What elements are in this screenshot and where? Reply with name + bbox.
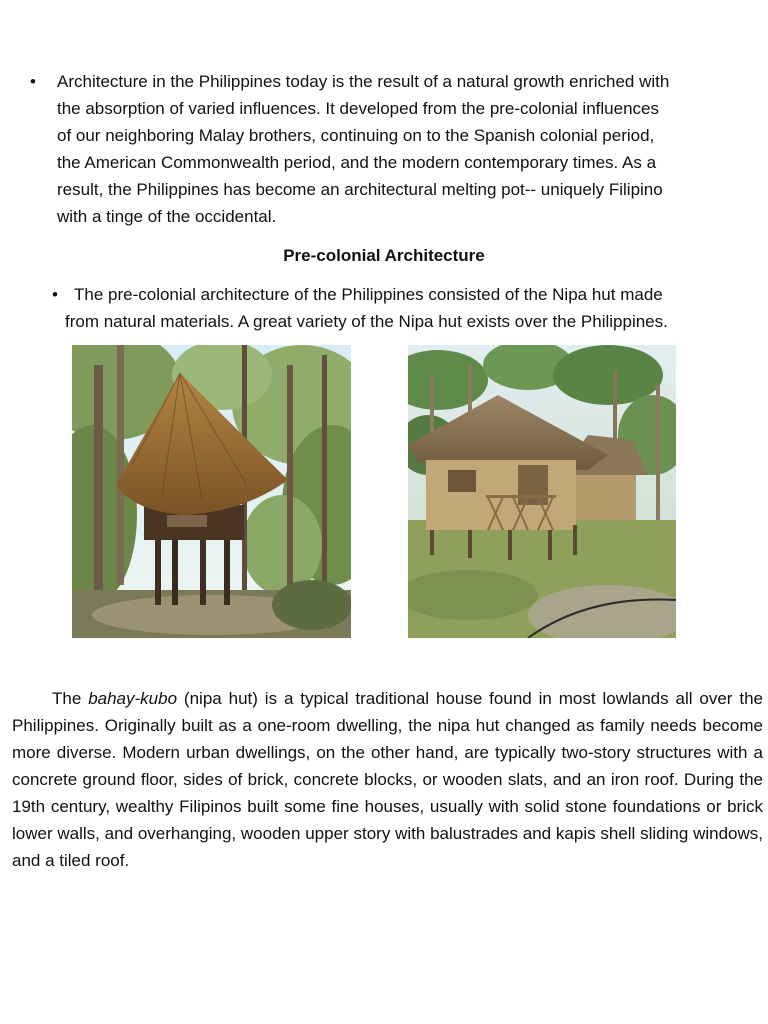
bullet-marker: • — [52, 285, 58, 304]
intro-line: the absorption of varied influences. It developed from the pre-colonial influences — [57, 99, 659, 118]
paragraph-lead: The — [52, 689, 89, 708]
intro-line: of our neighboring Malay brothers, continuing on to the Spanish colonial period, — [57, 126, 655, 145]
nipa-huts-among-palm-trees-photo — [408, 345, 676, 638]
stilt-hut-in-pine-forest-photo — [72, 345, 351, 638]
paragraph-body: (nipa hut) is a typical traditional house found in most lowlands all over the Philippines. Originally built as a one-room dwelling, the nipa hut changed as family needs become more diverse. Modern urban dwellings, on the other hand, are typically two-story structures with a concrete ground floor, sides of brick, concrete blocks, or wooden slats, and an iron roof. During the 19th century, wealthy Filipinos built some fine houses, usually with solid stone foundations or brick lower walls, and overhanging, wooden upper story with balustrades and kapis shell sliding windows, and a tiled roof. — [12, 689, 763, 870]
precolonial-bullet-text — [65, 281, 744, 335]
intro-bullet-text — [57, 68, 747, 230]
section-heading: Pre-colonial Architecture — [283, 246, 485, 265]
precolonial-line-2: from natural materials. A great variety of the Nipa hut exists over the Philippines. — [65, 312, 668, 331]
paragraph-term: bahay-kubo — [88, 689, 178, 708]
intro-line: Architecture in the Philippines today is the result of a natural growth enriched with — [57, 72, 670, 91]
intro-line: the American Commonwealth period, and the modern contemporary times. As a — [57, 153, 657, 172]
precolonial-line-1: The pre-colonial architecture of the Philippines consisted of the Nipa hut made — [74, 285, 663, 304]
intro-line: result, the Philippines has become an architectural melting pot-- uniquely Filipino — [57, 180, 663, 199]
bullet-marker: • — [30, 72, 36, 91]
intro-line: with a tinge of the occidental. — [57, 207, 277, 226]
bahay-kubo-paragraph — [12, 685, 763, 874]
